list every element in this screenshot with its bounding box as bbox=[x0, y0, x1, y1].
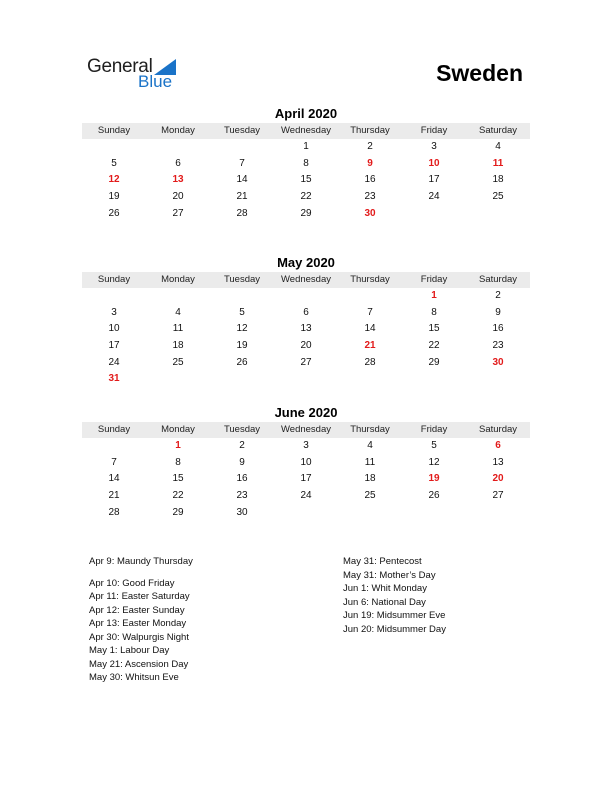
holiday-date-cell: 30 bbox=[364, 207, 376, 219]
week-row bbox=[82, 206, 530, 223]
date-cell: 22 bbox=[300, 191, 312, 203]
month-may bbox=[82, 255, 530, 388]
date-cell: 16 bbox=[364, 174, 376, 186]
holiday-item: Apr 12: Easter Sunday bbox=[89, 604, 185, 616]
month-title: May 2020 bbox=[277, 255, 335, 270]
holiday-list-right bbox=[343, 555, 446, 636]
weekday-label: Thursday bbox=[350, 424, 390, 435]
week-row bbox=[82, 505, 530, 522]
date-cell: 14 bbox=[364, 323, 376, 335]
date-cell: 29 bbox=[428, 356, 440, 368]
date-cell: 29 bbox=[172, 506, 184, 518]
holiday-date-cell: 20 bbox=[492, 473, 504, 485]
holiday-item: May 30: Whitsun Eve bbox=[89, 672, 179, 683]
holiday-date-cell: 1 bbox=[431, 290, 437, 301]
date-cell: 23 bbox=[236, 490, 248, 502]
date-cell: 19 bbox=[236, 340, 248, 352]
date-cell: 5 bbox=[239, 306, 245, 318]
date-cell: 18 bbox=[492, 174, 504, 186]
date-cell: 14 bbox=[236, 174, 248, 186]
weekday-header-row bbox=[82, 422, 530, 438]
date-cell: 18 bbox=[364, 473, 376, 485]
date-cell bbox=[146, 371, 210, 388]
date-cell: 20 bbox=[300, 340, 312, 352]
date-cell: 22 bbox=[172, 490, 184, 502]
date-cell: 24 bbox=[108, 356, 120, 368]
date-cell: 28 bbox=[108, 506, 120, 518]
logo-blue-text: Blue bbox=[138, 72, 173, 91]
holiday-item: Apr 30: Walpurgis Night bbox=[89, 631, 189, 643]
date-cell: 25 bbox=[364, 490, 376, 502]
week-row bbox=[82, 321, 530, 338]
week-row bbox=[82, 338, 530, 355]
holiday-item: May 21: Ascension Day bbox=[89, 658, 189, 670]
date-cell: 28 bbox=[364, 356, 376, 368]
weekday-label: Tuesday bbox=[223, 424, 261, 435]
date-cell bbox=[82, 139, 146, 156]
date-cell: 7 bbox=[111, 456, 117, 468]
holiday-item: Apr 10: Good Friday bbox=[89, 577, 175, 589]
date-cell bbox=[402, 206, 466, 223]
date-cell bbox=[402, 505, 466, 522]
holiday-item: Jun 19: Midsummer Eve bbox=[343, 610, 446, 621]
week-row bbox=[82, 471, 530, 488]
date-cell bbox=[466, 206, 530, 223]
date-cell: 4 bbox=[495, 141, 501, 152]
weekday-label: Saturday bbox=[478, 424, 518, 435]
date-cell bbox=[274, 371, 338, 388]
month-april bbox=[82, 106, 530, 222]
holiday-date-cell: 31 bbox=[108, 373, 120, 385]
week-row bbox=[82, 189, 530, 206]
date-cell: 8 bbox=[303, 157, 309, 169]
weekday-header-row bbox=[82, 272, 530, 288]
holiday-date-cell: 19 bbox=[428, 473, 440, 485]
weekday-label: Tuesday bbox=[223, 125, 261, 136]
date-cell: 23 bbox=[364, 191, 376, 203]
date-cell: 27 bbox=[172, 207, 184, 219]
month-title: April 2020 bbox=[274, 106, 338, 121]
date-cell: 26 bbox=[108, 207, 120, 219]
week-row bbox=[82, 371, 530, 388]
month-june bbox=[82, 405, 530, 521]
week-row bbox=[82, 438, 530, 455]
holiday-date-cell: 1 bbox=[175, 440, 181, 451]
date-cell: 22 bbox=[428, 340, 440, 352]
date-cell: 21 bbox=[108, 490, 120, 502]
date-cell: 6 bbox=[175, 157, 181, 169]
date-cell: 28 bbox=[236, 207, 248, 219]
date-cell: 15 bbox=[172, 473, 184, 485]
date-cell: 6 bbox=[303, 306, 309, 318]
holiday-date-cell: 30 bbox=[492, 356, 504, 368]
date-cell: 4 bbox=[175, 306, 181, 318]
date-cell: 30 bbox=[236, 506, 248, 518]
weekday-label: Sunday bbox=[97, 125, 131, 136]
week-row bbox=[82, 156, 530, 173]
date-cell: 13 bbox=[492, 456, 504, 468]
weekday-label: Sunday bbox=[97, 274, 131, 285]
holiday-item: Jun 6: National Day bbox=[343, 596, 426, 608]
weekday-label: Monday bbox=[161, 125, 195, 136]
weekday-label: Friday bbox=[420, 424, 448, 435]
date-cell bbox=[82, 438, 146, 455]
holiday-list-left bbox=[89, 555, 193, 685]
date-cell: 15 bbox=[428, 323, 440, 335]
date-cell bbox=[466, 371, 530, 388]
week-row bbox=[82, 488, 530, 505]
date-cell: 20 bbox=[172, 191, 184, 203]
date-cell: 7 bbox=[239, 157, 245, 169]
date-cell bbox=[210, 288, 274, 305]
date-cell: 17 bbox=[428, 174, 440, 186]
date-cell: 16 bbox=[236, 473, 248, 485]
date-cell bbox=[146, 139, 210, 156]
weekday-label: Sunday bbox=[97, 424, 131, 435]
date-cell bbox=[274, 505, 338, 522]
date-cell: 3 bbox=[431, 141, 437, 152]
date-cell: 12 bbox=[236, 323, 248, 335]
date-cell bbox=[210, 371, 274, 388]
holiday-item: Apr 11: Easter Saturday bbox=[89, 591, 190, 602]
week-row bbox=[82, 139, 530, 156]
date-cell: 2 bbox=[367, 141, 373, 152]
holiday-item: Apr 9: Maundy Thursday bbox=[89, 556, 193, 567]
date-cell bbox=[338, 371, 402, 388]
date-cell: 11 bbox=[364, 456, 376, 468]
country-title: Sweden bbox=[436, 60, 523, 86]
date-cell: 15 bbox=[300, 174, 312, 186]
date-cell: 18 bbox=[172, 340, 184, 352]
date-cell: 2 bbox=[239, 440, 245, 451]
date-cell: 26 bbox=[236, 356, 248, 368]
month-title: June 2020 bbox=[274, 405, 338, 420]
holiday-item: May 31: Mother’s Day bbox=[343, 569, 436, 581]
week-row bbox=[82, 172, 530, 189]
date-cell: 21 bbox=[236, 191, 248, 203]
weekday-label: Thursday bbox=[350, 274, 390, 285]
date-cell: 1 bbox=[303, 141, 309, 152]
date-cell: 29 bbox=[300, 207, 312, 219]
weekday-label: Saturday bbox=[478, 125, 518, 136]
holiday-item: Apr 13: Easter Monday bbox=[89, 618, 187, 629]
date-cell: 8 bbox=[431, 306, 437, 318]
date-cell: 8 bbox=[175, 456, 181, 468]
holiday-date-cell: 11 bbox=[492, 157, 504, 169]
date-cell: 25 bbox=[172, 356, 184, 368]
date-cell bbox=[338, 505, 402, 522]
holiday-item: May 31: Pentecost bbox=[343, 556, 422, 567]
holiday-date-cell: 10 bbox=[428, 157, 440, 169]
logo-general-text: General bbox=[87, 56, 153, 77]
date-cell: 10 bbox=[300, 456, 312, 468]
date-cell: 9 bbox=[495, 306, 501, 318]
date-cell: 3 bbox=[111, 306, 117, 318]
holiday-date-cell: 21 bbox=[364, 340, 376, 352]
date-cell: 4 bbox=[367, 440, 373, 451]
date-cell: 7 bbox=[367, 306, 373, 318]
date-cell: 24 bbox=[300, 490, 312, 502]
date-cell: 11 bbox=[172, 323, 184, 335]
holiday-item: May 1: Labour Day bbox=[89, 645, 170, 656]
date-cell: 26 bbox=[428, 490, 440, 502]
weekday-label: Friday bbox=[420, 274, 448, 285]
date-cell: 19 bbox=[108, 191, 120, 203]
holiday-date-cell: 13 bbox=[172, 174, 184, 186]
weekday-label: Monday bbox=[161, 424, 195, 435]
weekday-header-row bbox=[82, 123, 530, 139]
date-cell bbox=[210, 139, 274, 156]
holiday-item: Jun 20: Midsummer Day bbox=[343, 623, 446, 635]
date-cell: 5 bbox=[431, 440, 437, 451]
date-cell bbox=[338, 288, 402, 305]
holiday-date-cell: 12 bbox=[108, 174, 120, 186]
date-cell: 2 bbox=[495, 290, 501, 301]
holiday-date-cell: 6 bbox=[495, 440, 501, 451]
date-cell: 5 bbox=[111, 157, 117, 169]
date-cell bbox=[274, 288, 338, 305]
week-row bbox=[82, 288, 530, 305]
date-cell: 14 bbox=[108, 473, 120, 485]
holiday-item: Jun 1: Whit Monday bbox=[343, 583, 427, 594]
date-cell bbox=[146, 288, 210, 305]
date-cell: 25 bbox=[492, 191, 504, 203]
week-row bbox=[82, 305, 530, 322]
week-row bbox=[82, 355, 530, 372]
holiday-list-spacer bbox=[89, 569, 193, 577]
date-cell: 13 bbox=[300, 323, 312, 335]
date-cell bbox=[466, 505, 530, 522]
date-cell: 24 bbox=[428, 191, 440, 203]
date-cell: 12 bbox=[428, 456, 440, 468]
date-cell bbox=[402, 371, 466, 388]
weekday-label: Wednesday bbox=[281, 125, 331, 136]
week-row bbox=[82, 455, 530, 472]
weekday-label: Thursday bbox=[350, 125, 390, 136]
date-cell: 17 bbox=[108, 340, 120, 352]
date-cell: 9 bbox=[239, 456, 245, 468]
date-cell: 27 bbox=[492, 490, 504, 502]
date-cell bbox=[82, 288, 146, 305]
date-cell: 3 bbox=[303, 440, 309, 451]
date-cell: 10 bbox=[108, 323, 120, 335]
weekday-label: Tuesday bbox=[223, 274, 261, 285]
date-cell: 27 bbox=[300, 356, 312, 368]
weekday-label: Wednesday bbox=[281, 424, 331, 435]
weekday-label: Wednesday bbox=[281, 274, 331, 285]
holiday-date-cell: 9 bbox=[367, 157, 373, 169]
brand-logo bbox=[87, 56, 197, 92]
date-cell: 16 bbox=[492, 323, 504, 335]
weekday-label: Saturday bbox=[478, 274, 518, 285]
date-cell: 17 bbox=[300, 473, 312, 485]
weekday-label: Monday bbox=[161, 274, 195, 285]
weekday-label: Friday bbox=[420, 125, 448, 136]
date-cell: 23 bbox=[492, 340, 504, 352]
